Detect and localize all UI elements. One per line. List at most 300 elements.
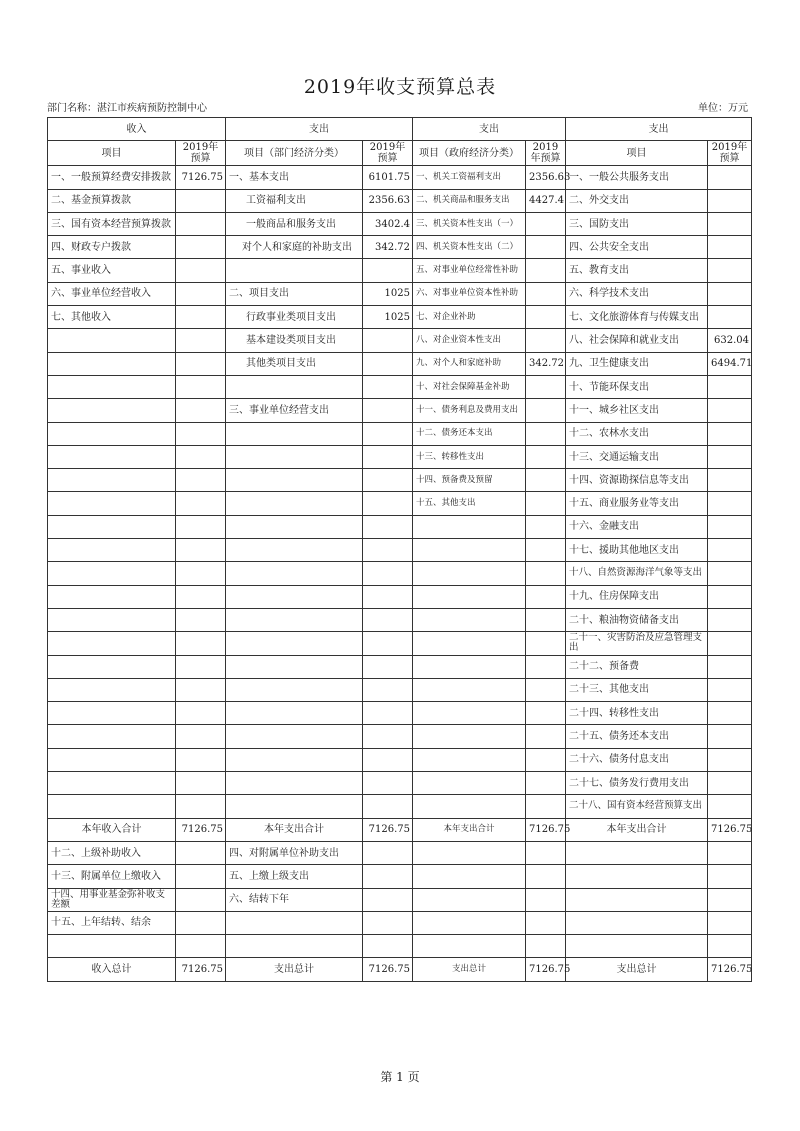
budget-amount-cell bbox=[708, 492, 752, 515]
item-label-cell bbox=[413, 911, 526, 934]
budget-amount-cell bbox=[363, 841, 413, 864]
table-row bbox=[48, 492, 752, 515]
item-label-cell: 工资福利支出 bbox=[226, 189, 363, 212]
item-label-cell: 十二、上级补助收入 bbox=[48, 841, 176, 864]
item-label-cell: 十六、金融支出 bbox=[566, 515, 708, 538]
budget-amount-cell: 342.72 bbox=[526, 352, 566, 375]
budget-amount-cell bbox=[176, 795, 226, 818]
item-label-cell: 十二、债务还本支出 bbox=[413, 422, 526, 445]
budget-amount-cell bbox=[363, 795, 413, 818]
item-label-cell: 基本建设类项目支出 bbox=[226, 329, 363, 352]
item-label-cell: 四、对附属单位补助支出 bbox=[226, 841, 363, 864]
budget-amount-cell bbox=[176, 632, 226, 655]
item-label-cell: 五、上缴上级支出 bbox=[226, 865, 363, 888]
budget-amount-cell bbox=[176, 911, 226, 934]
item-label-cell: 对个人和家庭的补助支出 bbox=[226, 236, 363, 259]
budget-amount-cell: 7126.75 bbox=[708, 818, 752, 841]
budget-amount-cell bbox=[526, 702, 566, 725]
table-row bbox=[48, 282, 752, 305]
table-row bbox=[48, 166, 752, 189]
item-label-cell: 四、公共安全支出 bbox=[566, 236, 708, 259]
item-label-cell: 二、外交支出 bbox=[566, 189, 708, 212]
item-label-cell bbox=[48, 492, 176, 515]
budget-amount-cell bbox=[363, 399, 413, 422]
table-row bbox=[48, 329, 752, 352]
budget-amount-cell bbox=[526, 632, 566, 655]
budget-amount-cell bbox=[526, 655, 566, 678]
budget-amount-cell bbox=[708, 865, 752, 888]
item-label-cell: 本年支出合计 bbox=[413, 818, 526, 841]
item-label-cell: 八、对企业资本性支出 bbox=[413, 329, 526, 352]
budget-amount-cell bbox=[526, 865, 566, 888]
budget-amount-cell bbox=[363, 772, 413, 795]
item-label-cell: 六、结转下年 bbox=[226, 888, 363, 911]
item-label-cell bbox=[413, 725, 526, 748]
table-row bbox=[48, 608, 752, 631]
budget-amount-cell: 1025 bbox=[363, 306, 413, 329]
budget-amount-cell: 342.72 bbox=[363, 236, 413, 259]
table-row bbox=[48, 678, 752, 701]
group-header-income: 收入 bbox=[48, 118, 226, 141]
item-label-cell bbox=[226, 772, 363, 795]
item-label-cell: 三、机关资本性支出（一） bbox=[413, 212, 526, 235]
item-label-cell: 本年支出合计 bbox=[566, 818, 708, 841]
budget-amount-cell: 6101.75 bbox=[363, 166, 413, 189]
item-label-cell bbox=[566, 935, 708, 958]
budget-amount-cell bbox=[526, 375, 566, 398]
item-label-cell bbox=[48, 655, 176, 678]
item-label-cell: 五、教育支出 bbox=[566, 259, 708, 282]
budget-amount-cell bbox=[176, 865, 226, 888]
table-row bbox=[48, 539, 752, 562]
budget-amount-cell bbox=[708, 748, 752, 771]
budget-amount-cell bbox=[708, 422, 752, 445]
budget-amount-cell bbox=[708, 702, 752, 725]
item-label-cell bbox=[48, 935, 176, 958]
budget-amount-cell bbox=[363, 888, 413, 911]
item-label-cell: 十三、附属单位上缴收入 bbox=[48, 865, 176, 888]
item-label-cell bbox=[226, 585, 363, 608]
budget-amount-cell bbox=[526, 282, 566, 305]
budget-amount-cell bbox=[363, 562, 413, 585]
item-label-cell: 支出总计 bbox=[226, 958, 363, 981]
item-label-cell: 六、事业单位经营收入 bbox=[48, 282, 176, 305]
item-label-cell bbox=[48, 515, 176, 538]
budget-amount-cell bbox=[363, 608, 413, 631]
unit-label: 单位：万元 bbox=[698, 103, 748, 114]
budget-amount-cell bbox=[708, 515, 752, 538]
table-row bbox=[48, 236, 752, 259]
budget-amount-cell bbox=[526, 911, 566, 934]
item-label-cell bbox=[413, 772, 526, 795]
item-label-cell: 二、基金预算拨款 bbox=[48, 189, 176, 212]
item-label-cell bbox=[226, 562, 363, 585]
table-row bbox=[48, 259, 752, 282]
table-row bbox=[48, 469, 752, 492]
budget-summary-table bbox=[47, 117, 752, 982]
budget-amount-cell: 7126.75 bbox=[176, 166, 226, 189]
budget-amount-cell bbox=[526, 515, 566, 538]
budget-amount-cell bbox=[526, 329, 566, 352]
item-label-cell: 十四、用事业基金弥补收支差额 bbox=[48, 888, 176, 911]
item-label-cell bbox=[48, 469, 176, 492]
budget-amount-cell bbox=[176, 725, 226, 748]
budget-amount-cell bbox=[176, 678, 226, 701]
item-label-cell: 八、社会保障和就业支出 bbox=[566, 329, 708, 352]
budget-amount-cell bbox=[526, 212, 566, 235]
item-label-cell: 一、机关工资福利支出 bbox=[413, 166, 526, 189]
item-label-cell: 一、一般公共服务支出 bbox=[566, 166, 708, 189]
budget-amount-cell: 4427.4 bbox=[526, 189, 566, 212]
budget-amount-cell bbox=[526, 678, 566, 701]
item-label-cell: 本年支出合计 bbox=[226, 818, 363, 841]
budget-amount-cell bbox=[708, 539, 752, 562]
budget-amount-cell bbox=[526, 469, 566, 492]
item-label-cell bbox=[48, 702, 176, 725]
budget-amount-cell bbox=[708, 911, 752, 934]
table-row bbox=[48, 422, 752, 445]
item-label-cell bbox=[48, 795, 176, 818]
item-label-cell bbox=[413, 841, 526, 864]
item-label-cell: 五、对事业单位经常性补助 bbox=[413, 259, 526, 282]
budget-amount-cell: 7126.75 bbox=[526, 818, 566, 841]
budget-amount-cell bbox=[176, 608, 226, 631]
budget-amount-cell bbox=[176, 772, 226, 795]
item-label-cell bbox=[226, 492, 363, 515]
item-label-cell bbox=[566, 888, 708, 911]
item-label-cell bbox=[48, 562, 176, 585]
item-label-cell: 三、国有资本经营预算拨款 bbox=[48, 212, 176, 235]
budget-amount-cell bbox=[526, 608, 566, 631]
item-label-cell bbox=[566, 841, 708, 864]
budget-amount-cell bbox=[708, 655, 752, 678]
table-row bbox=[48, 748, 752, 771]
item-label-cell: 二、项目支出 bbox=[226, 282, 363, 305]
budget-amount-cell bbox=[363, 492, 413, 515]
item-label-cell: 其他类项目支出 bbox=[226, 352, 363, 375]
table-row bbox=[48, 841, 752, 864]
item-label-cell: 五、事业收入 bbox=[48, 259, 176, 282]
item-label-cell: 十五、商业服务业等支出 bbox=[566, 492, 708, 515]
budget-amount-cell bbox=[708, 282, 752, 305]
budget-amount-cell: 2356.63 bbox=[526, 166, 566, 189]
budget-amount-cell: 7126.75 bbox=[708, 958, 752, 981]
col-header: 2019年预算 bbox=[176, 141, 226, 166]
budget-amount-cell bbox=[526, 259, 566, 282]
budget-amount-cell bbox=[708, 166, 752, 189]
budget-amount-cell bbox=[176, 515, 226, 538]
table-row bbox=[48, 189, 752, 212]
budget-amount-cell bbox=[363, 865, 413, 888]
budget-amount-cell bbox=[363, 445, 413, 468]
item-label-cell: 十八、自然资源海洋气象等支出 bbox=[566, 562, 708, 585]
budget-amount-cell bbox=[176, 212, 226, 235]
item-label-cell: 二十、粮油物资储备支出 bbox=[566, 608, 708, 631]
item-label-cell bbox=[48, 375, 176, 398]
budget-amount-cell: 6494.71 bbox=[708, 352, 752, 375]
budget-amount-cell bbox=[708, 772, 752, 795]
table-row bbox=[48, 515, 752, 538]
item-label-cell bbox=[48, 608, 176, 631]
budget-amount-cell bbox=[526, 306, 566, 329]
col-header: 2019年预算 bbox=[708, 141, 752, 166]
budget-amount-cell bbox=[176, 282, 226, 305]
budget-amount-cell: 7126.75 bbox=[176, 958, 226, 981]
item-label-cell bbox=[413, 678, 526, 701]
budget-amount-cell bbox=[176, 888, 226, 911]
item-label-cell bbox=[48, 632, 176, 655]
budget-amount-cell bbox=[526, 445, 566, 468]
item-label-cell: 二十六、债务付息支出 bbox=[566, 748, 708, 771]
item-label-cell bbox=[413, 515, 526, 538]
item-label-cell: 十一、城乡社区支出 bbox=[566, 399, 708, 422]
budget-amount-cell: 7126.75 bbox=[363, 958, 413, 981]
budget-amount-cell bbox=[708, 212, 752, 235]
item-label-cell: 十五、上年结转、结余 bbox=[48, 911, 176, 934]
col-header: 2019年预算 bbox=[526, 141, 566, 166]
item-label-cell bbox=[566, 865, 708, 888]
table-row bbox=[48, 632, 752, 655]
item-label-cell: 支出总计 bbox=[566, 958, 708, 981]
item-label-cell: 二十一、灾害防治及应急管理支出 bbox=[566, 632, 708, 655]
table-row bbox=[48, 911, 752, 934]
item-label-cell: 三、事业单位经营支出 bbox=[226, 399, 363, 422]
budget-amount-cell bbox=[176, 655, 226, 678]
item-label-cell: 收入总计 bbox=[48, 958, 176, 981]
item-label-cell bbox=[226, 375, 363, 398]
item-label-cell: 支出总计 bbox=[413, 958, 526, 981]
table-row bbox=[48, 772, 752, 795]
item-label-cell: 二十二、预备费 bbox=[566, 655, 708, 678]
col-header: 项目（部门经济分类） bbox=[226, 141, 363, 166]
budget-amount-cell: 7126.75 bbox=[526, 958, 566, 981]
item-label-cell bbox=[413, 585, 526, 608]
budget-amount-cell bbox=[526, 772, 566, 795]
item-label-cell: 四、机关资本性支出（二） bbox=[413, 236, 526, 259]
item-label-cell bbox=[413, 795, 526, 818]
item-label-cell: 本年收入合计 bbox=[48, 818, 176, 841]
item-label-cell: 六、对事业单位资本性补助 bbox=[413, 282, 526, 305]
table-body bbox=[48, 118, 752, 982]
budget-amount-cell bbox=[176, 375, 226, 398]
budget-amount-cell bbox=[526, 399, 566, 422]
item-label-cell bbox=[226, 632, 363, 655]
table-row bbox=[48, 935, 752, 958]
budget-amount-cell bbox=[526, 748, 566, 771]
budget-amount-cell bbox=[176, 306, 226, 329]
department-name: 部门名称：湛江市疾病预防控制中心 bbox=[47, 103, 207, 114]
item-label-cell bbox=[413, 702, 526, 725]
budget-amount-cell bbox=[363, 748, 413, 771]
item-label-cell: 四、财政专户拨款 bbox=[48, 236, 176, 259]
item-label-cell bbox=[413, 632, 526, 655]
budget-amount-cell bbox=[176, 329, 226, 352]
item-label-cell bbox=[48, 678, 176, 701]
budget-amount-cell bbox=[526, 562, 566, 585]
budget-amount-cell: 7126.75 bbox=[176, 818, 226, 841]
item-label-cell: 十、节能环保支出 bbox=[566, 375, 708, 398]
item-label-cell bbox=[413, 655, 526, 678]
budget-amount-cell bbox=[363, 539, 413, 562]
group-header-expense-dept: 支出 bbox=[226, 118, 413, 141]
budget-amount-cell bbox=[708, 445, 752, 468]
item-label-cell bbox=[226, 422, 363, 445]
table-row bbox=[48, 725, 752, 748]
budget-amount-cell bbox=[176, 469, 226, 492]
budget-amount-cell bbox=[176, 841, 226, 864]
page-number: 第 1 页 bbox=[380, 1070, 420, 1084]
budget-amount-cell bbox=[363, 329, 413, 352]
item-label-cell: 七、其他收入 bbox=[48, 306, 176, 329]
budget-amount-cell bbox=[176, 422, 226, 445]
budget-amount-cell bbox=[363, 422, 413, 445]
budget-amount-cell: 632.04 bbox=[708, 329, 752, 352]
budget-amount-cell bbox=[176, 445, 226, 468]
budget-amount-cell bbox=[708, 935, 752, 958]
item-label-cell bbox=[48, 329, 176, 352]
item-label-cell: 七、对企业补助 bbox=[413, 306, 526, 329]
budget-amount-cell bbox=[708, 795, 752, 818]
budget-amount-cell: 1025 bbox=[363, 282, 413, 305]
budget-amount-cell bbox=[708, 888, 752, 911]
budget-amount-cell bbox=[708, 841, 752, 864]
item-label-cell bbox=[413, 888, 526, 911]
item-label-cell: 二十三、其他支出 bbox=[566, 678, 708, 701]
budget-amount-cell bbox=[526, 585, 566, 608]
col-header: 2019年预算 bbox=[363, 141, 413, 166]
table-row bbox=[48, 352, 752, 375]
item-label-cell: 二、机关商品和服务支出 bbox=[413, 189, 526, 212]
item-label-cell bbox=[226, 795, 363, 818]
budget-amount-cell bbox=[176, 935, 226, 958]
budget-amount-cell bbox=[176, 399, 226, 422]
item-label-cell: 十九、住房保障支出 bbox=[566, 585, 708, 608]
item-label-cell bbox=[226, 725, 363, 748]
budget-amount-cell bbox=[176, 748, 226, 771]
budget-amount-cell bbox=[708, 189, 752, 212]
item-label-cell bbox=[48, 422, 176, 445]
item-label-cell bbox=[413, 748, 526, 771]
item-label-cell bbox=[226, 469, 363, 492]
item-label-cell bbox=[566, 911, 708, 934]
col-header: 项目 bbox=[566, 141, 708, 166]
budget-amount-cell bbox=[363, 935, 413, 958]
budget-amount-cell bbox=[708, 632, 752, 655]
item-label-cell bbox=[226, 608, 363, 631]
budget-amount-cell bbox=[363, 352, 413, 375]
item-label-cell: 二十四、转移性支出 bbox=[566, 702, 708, 725]
item-label-cell bbox=[48, 585, 176, 608]
item-label-cell: 二十八、国有资本经营预算支出 bbox=[566, 795, 708, 818]
budget-amount-cell bbox=[526, 236, 566, 259]
col-header: 项目 bbox=[48, 141, 176, 166]
budget-amount-cell bbox=[708, 259, 752, 282]
item-label-cell: 十四、资源勘探信息等支出 bbox=[566, 469, 708, 492]
item-label-cell: 二十五、债务还本支出 bbox=[566, 725, 708, 748]
item-label-cell: 二十七、债务发行费用支出 bbox=[566, 772, 708, 795]
item-label-cell: 七、文化旅游体育与传媒支出 bbox=[566, 306, 708, 329]
item-label-cell bbox=[48, 399, 176, 422]
budget-amount-cell bbox=[708, 375, 752, 398]
col-header: 项目（政府经济分类） bbox=[413, 141, 526, 166]
budget-amount-cell bbox=[526, 725, 566, 748]
budget-amount-cell bbox=[363, 725, 413, 748]
budget-amount-cell bbox=[176, 259, 226, 282]
group-header-expense-gov: 支出 bbox=[413, 118, 566, 141]
item-label-cell bbox=[48, 352, 176, 375]
table-row bbox=[48, 655, 752, 678]
table-row bbox=[48, 212, 752, 235]
budget-amount-cell bbox=[708, 725, 752, 748]
item-label-cell: 一、一般预算经费安排拨款 bbox=[48, 166, 176, 189]
budget-amount-cell bbox=[176, 492, 226, 515]
budget-amount-cell bbox=[363, 515, 413, 538]
table-row bbox=[48, 888, 752, 911]
budget-amount-cell bbox=[363, 655, 413, 678]
budget-amount-cell: 2356.63 bbox=[363, 189, 413, 212]
budget-amount-cell bbox=[363, 678, 413, 701]
item-label-cell: 十、对社会保障基金补助 bbox=[413, 375, 526, 398]
budget-amount-cell: 7126.75 bbox=[363, 818, 413, 841]
item-label-cell bbox=[226, 515, 363, 538]
budget-amount-cell bbox=[526, 422, 566, 445]
budget-amount-cell bbox=[708, 562, 752, 585]
budget-amount-cell bbox=[363, 585, 413, 608]
budget-amount-cell bbox=[526, 492, 566, 515]
budget-amount-cell bbox=[708, 236, 752, 259]
item-label-cell bbox=[226, 748, 363, 771]
budget-amount-cell bbox=[363, 632, 413, 655]
table-row bbox=[48, 306, 752, 329]
table-row bbox=[48, 795, 752, 818]
budget-amount-cell bbox=[708, 469, 752, 492]
budget-amount-cell bbox=[176, 352, 226, 375]
budget-amount-cell bbox=[363, 375, 413, 398]
budget-amount-cell bbox=[176, 585, 226, 608]
table-row bbox=[48, 562, 752, 585]
item-label-cell: 三、国防支出 bbox=[566, 212, 708, 235]
table-row bbox=[48, 702, 752, 725]
table-row bbox=[48, 375, 752, 398]
budget-amount-cell bbox=[176, 189, 226, 212]
document-title: 2019年收支预算总表 bbox=[303, 76, 497, 98]
table-row bbox=[48, 445, 752, 468]
item-label-cell: 十七、援助其他地区支出 bbox=[566, 539, 708, 562]
item-label-cell bbox=[413, 865, 526, 888]
item-label-cell: 六、科学技术支出 bbox=[566, 282, 708, 305]
item-label-cell bbox=[226, 911, 363, 934]
budget-amount-cell bbox=[708, 608, 752, 631]
budget-amount-cell bbox=[526, 935, 566, 958]
budget-amount-cell bbox=[708, 585, 752, 608]
table-row bbox=[48, 865, 752, 888]
item-label-cell bbox=[413, 935, 526, 958]
item-label-cell: 一、基本支出 bbox=[226, 166, 363, 189]
budget-amount-cell bbox=[176, 236, 226, 259]
item-label-cell: 十三、转移性支出 bbox=[413, 445, 526, 468]
item-label-cell: 十二、农林水支出 bbox=[566, 422, 708, 445]
item-label-cell bbox=[226, 655, 363, 678]
budget-amount-cell bbox=[363, 702, 413, 725]
item-label-cell bbox=[413, 539, 526, 562]
budget-amount-cell: 3402.4 bbox=[363, 212, 413, 235]
column-header-row bbox=[48, 141, 752, 166]
item-label-cell: 九、对个人和家庭补助 bbox=[413, 352, 526, 375]
budget-amount-cell bbox=[526, 888, 566, 911]
budget-amount-cell bbox=[526, 539, 566, 562]
item-label-cell: 十五、其他支出 bbox=[413, 492, 526, 515]
group-header-expense-func: 支出 bbox=[566, 118, 752, 141]
